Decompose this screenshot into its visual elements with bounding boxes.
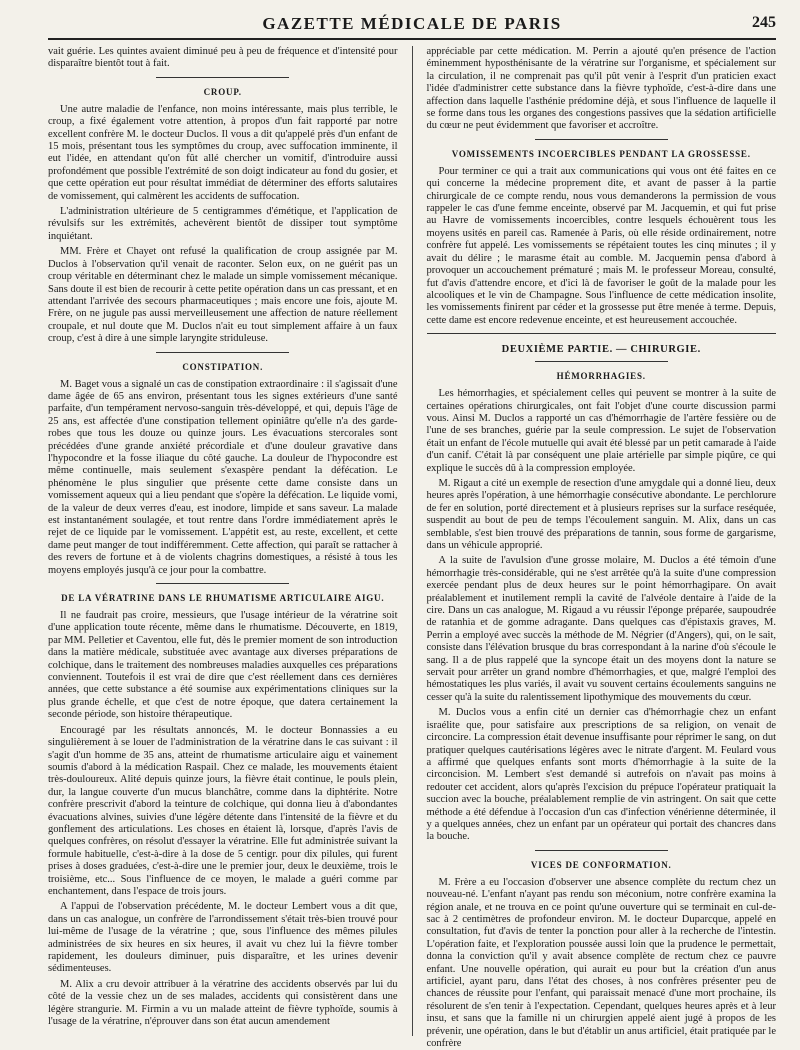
section-divider <box>156 352 289 353</box>
paragraph: Les hémorrhagies, et spécialement celles qui peuvent se montrer à la suite de certaines opérations chirurgicales, ont fait l'objet d'une courte discussion parmi vous. Ainsi M. Duclos a rapporté un cas d'hémorrhagie de l'artère fessière ou de l'une de ses branches, guérie par la seule compression. Le sujet de l'observation était un enfant de l'école mutuelle qui avait été blessé par un petit camarade à l'aide d'un canif. C'était là par conséquent une plaie artérielle par simple piqûre, ce qui explique le succès dû à la compression employée. <box>426 388 776 474</box>
paragraph: M. Baget vous a signalé un cas de constipation extraordinaire : il s'agissait d'une dame âgée de 65 ans environ, présentant tous les signes extérieurs d'une santé parfaite, d'un tempérament nervoso-sanguin très-développé, et qui, depuis l'âge de 25 ans, est affectée d'une constipation tellement opiniâtre qu'elle n'a des garde-robes que tous les douze ou quinze jours. Les évacuations stercorales sont précédées d'une grande anxiété précordiale et d'une douleur gravative dans l'hypocondre et la fosse iliaque du côté gauche. La douleur de l'hypocondre est même continuelle, mais seulement s'exaspère pendant la défécation. Le phénomène le plus singulier que présente cette dame consiste dans un vomissement aqueux qui a lieu pendant que s'opère la défécation. Le liquide vomi, de la valeur de deux verres d'eau, est inodore, limpide et sans saveur. La malade est instantanément soulagée, et tout rentre dans l'ordre immédiatement après le rejet de ce liquide par le vomissement. L'appétit est, au reste, excellent, et cette dame peut manger de tout indifféremment. Cette affection, qui paraît se rattacher à des revers de fortune et à de violents chagrins domestiques, a résisté à tous les moyens employés jusqu'à ce jour pour la combattre. <box>48 378 398 576</box>
page-header <box>48 14 776 40</box>
column-divider <box>412 46 413 1036</box>
left-column <box>48 46 398 1036</box>
paragraph: M. Rigaut a cité un exemple de resection d'une amygdale qui a donné lieu, deux heures après l'opération, à une hémorrhagie consécutive abondante. Le perchlorure de fer en solution, porté directement et à plusieurs reprises sur la surface reséquée, suspendit au bout de peu de temps l'écoulement sanguin. M. Alix, dans un cas semblable, s'est bien trouvé des préparations de tannin, sous forme de gargarisme, dans un véhicule approprié. <box>426 477 776 551</box>
right-column <box>426 46 777 1050</box>
paragraph: M. Duclos vous a enfin cité un dernier cas d'hémorrhagie chez un enfant israélite que, pour satisfaire aux prescriptions de sa religion, on venait de circoncire. La compression était devenue insuffisante pour réprimer le sang, on dut pratiquer quelques cautérisations légères avec le nitrate d'argent. M. Feulard vous a affirmé que quelques enfants sont morts d'hémorrhagie à la suite de la circoncision. M. Lembert s'est demandé si autrefois on n'avait pas moins à redouter cet accident, alors qu'après l'excision du prépuce l'opérateur pratiquait la succion avec la bouche, préalablement remplie de vin astringent. On sait que cette méthode a été défendue à l'occasion d'un cas d'infection vénérienne déterminée, il y a quelques années, chez un enfant par un opérateur qui portait des chancres dans la bouche. <box>426 707 776 843</box>
section-divider <box>156 583 289 584</box>
paragraph: M. Alix a cru devoir attribuer à la vératrine des accidents observés par lui du côté de la vessie chez un de ses malades, accidents qui consistèrent dans une légère strangurie. M. Firmin a vu un malade atteint de fièvre typhoïde, soumis à l'usage de la vératrine, n'éprouver dans son état aucun amendement <box>48 978 398 1028</box>
section-divider <box>535 361 668 362</box>
journal-title: GAZETTE MÉDICALE DE PARIS <box>262 14 562 33</box>
part-divider <box>427 333 777 334</box>
paragraph: Il ne faudrait pas croire, messieurs, que l'usage intérieur de la vératrine soit d'une application toute récente, même dans le rhumatisme. Découverte, en 1819, par MM. Pelletier et Caventou, elle fut, dès le premier moment de son introduction dans la matière médicale, substituée avec avantage aux diverses préparations de colchique, dans le traitement des nombreuses maladies auxquelles ces préparations conviennent. Toutefois il est vrai de dire que c'est réellement dans ces dernières années, que cette substance a été soumise aux expérimentations cliniques sur la plus grande échelle, et que c'est de notre époque, que datera certainement la seconde période, son histoire thérapeutique. <box>48 610 398 721</box>
continued-paragraph: appréciable par cette médication. M. Perrin a ajouté qu'en présence de l'action éminemment hyposthénisante de la vératrine sur l'organisme, et spécialement sur la circulation, il ne comprenait pas qu'il pût venir à l'esprit d'un praticien exact l'idée d'administrer cette substance dans la fièvre typhoïde, c'est-à-dire dans une affection dans laquelle l'asthénie prédomine déjà, et sous l'influence de laquelle il se forme dans tous les organes des congestions passives que la sédation artificielle du cœur ne peut évidemment que favoriser et accroître. <box>426 46 776 132</box>
section-title-hemorrhagies: HÉMORRHAGIES. <box>556 371 646 382</box>
section-divider <box>535 139 668 140</box>
section-title-constipation: CONSTIPATION. <box>182 361 264 372</box>
part-title-chirurgie: DEUXIÈME PARTIE. — CHIRURGIE. <box>501 344 701 356</box>
section-title-croup: CROUP. <box>203 86 242 97</box>
paragraph: Encouragé par les résultats annoncés, M. le docteur Bonnassies a eu singulièrement à se louer de l'administration de la vératrine dans le cas suivant : il s'agit d'un homme de 35 ans, atteint de rhumatisme articulaire aigu et vainement soumis d'abord à la médication Raspail. Chez ce malade, les mouvements étaient très-douloureux. Alité depuis quinze jours, la fièvre était continue, le pouls plein, dur, la langue couverte d'un mucus blanchâtre, comme dans la diphtérite. Notre confrère prescrivit d'abord la teinture de colchique, qui donna lieu à d'abondantes évacuations alvines, suivies d'une légère détente dans l'intensité de la fièvre et du gonflement des articulations. Les choses en étaient là, lorsque, d'après l'avis de quelques confrères, on résolut d'essayer la vératrine. Elle fut administrée suivant la formule habituelle, c'est-à-dire à la dose de 5 centigr. pour dix pilules, qui furent prises à doses graduées, c'est-à-dire une le premier jour, deux le deuxième, trois le troisième, etc... Sous l'influence de ce moyen, le malade a guéri comme par enchantement, dans l'espace de trois jours. <box>48 724 398 897</box>
paragraph: L'administration ultérieure de 5 centigrammes d'émétique, et l'application de révulsifs sur les extrémités, achevèrent bientôt de dissiper tout symptôme inquiétant. <box>48 206 398 242</box>
paragraph: Pour terminer ce qui a trait aux communications qui vous ont été faites en ce qui concerne la médecine proprement dite, et avant de passer à la partie chirurgicale de ce compte rendu, nous vous demanderons la permission de vous rappeler le cas d'une femme enceinte, observé par M. Jacquemin, et qui fut prise au Havre de vomissements incoercibles, contre lesquels échouèrent tous les moyens usités en pareil cas. Ramenée à Paris, où elle réside ordinairement, notre confrère fut appelé. Les vomissements se répétaient toutes les cinq minutes ; il y avait du délire ; le marasme était au comble. M. Jacquemin pensa d'abord à provoquer un accouchement prématuré ; mais M. le professeur Moreau, consulté, fut d'avis d'attendre encore, et d'ici là de favoriser le goût de la malade pour les alcooliques et le vin de Champagne. Sous l'influence de cette médication insolite, les vomissements finirent par céder et la grossesse put être menée à terme. Depuis, cette dame est encore redevenue enceinte, et est heureusement accouchée. <box>426 165 776 326</box>
page-number: 245 <box>752 14 776 31</box>
paragraph: M. Frère a eu l'occasion d'observer une absence complète du rectum chez un nouveau-né. L'enfant n'ayant pas rendu son méconium, notre confrère examina la région anale, et ne trouva en ce point qu'une ouverture qui se terminait en cul-de-sac à 2 centimètres de profondeur environ. M. le docteur Duparcque, appelé en consultation, fut d'avis de tenter la ponction pour aller à la recherche de l'intestin. L'opération faite, et l'exploration poussée aussi loin que la prudence le permettait, donna la conviction qu'il y avait absence complète de rectum chez ce pauvre enfant. Une nouvelle opération, qui aurait eu pour but la création d'un anus artificiel, ayant paru, dans l'état des choses, à nos confrères présenter peu de chances de réussite pour l'enfant, qui paraissait menacé d'une mort prochaine, ils résolurent de s'en tenir à l'expectation. Cependant, quelques heures après et à leur insu, et sans que la famille ni un chirurgien appelé aient jugé à propos de les prévenir, une opération, dans le but d'établir un anus artificiel, était pratiquée par le confrère <box>426 876 776 1050</box>
section-title-vices: VICES DE CONFORMATION. <box>530 859 672 870</box>
continued-paragraph: vait guérie. Les quintes avaient diminué peu à peu de fréquence et d'intensité pour disparaître bientôt tout à fait. <box>48 46 398 70</box>
article-columns <box>48 46 776 1050</box>
section-divider <box>156 77 289 78</box>
section-title-veratrine: DE LA VÉRATRINE DANS LE RHUMATISME ARTICULAIRE AIGU. <box>61 593 385 604</box>
paragraph: MM. Frère et Chayet ont refusé la qualification de croup assignée par M. Duclos à l'observation qu'il venait de raconter. Selon eux, on ne guérit pas un croup véritable en déterminant chez le malade un simple vomissement mécanique. Sans doute il est bien de recourir à cette petite opération dans un cas pressant, et en attendant l'arrivée des secours pharmaceutiques ; mais encore une fois, ajoute M. Frère, on ne jugule pas aussi merveilleusement une affection de nature réellement croupale, et nul doute que M. Duclos n'ait eu tout simplement affaire à un faux croup, c'est à dire à une simple laryngite striduleuse. <box>48 246 398 345</box>
paragraph: A l'appui de l'observation précédente, M. le docteur Lembert vous a dit que, dans un cas analogue, un confrère de l'arrondissement s'était très-bien trouvé pour lui-même de l'usage de la vératrine ; que, sous l'influence des mêmes pilules administrées de six heures en six heures, il avait vu chez lui la fièvre tomber rapidement, les douleurs diminuer, puis disparaître, et les urines devenir sédimenteuses. <box>48 901 398 975</box>
paragraph: Une autre maladie de l'enfance, non moins intéressante, mais plus terrible, le croup, a fixé également votre attention, à propos d'un fait rapporté par notre excellent confrère M. le docteur Duclos. Il vous a dit qu'appelé près d'un enfant de 15 mois, présentant tous les symptômes du croup, avec suffocation imminente, il eut l'idée, en attendant qu'on fût allé chercher un vomitif, d'introduire aussi profondément que possible l'extrémité de son doigt indicateur au fond du gosier, et que cette opération eut pour résultat immédiat de déterminer des efforts salutaires de vomissement, qui calmèrent les accidents de suffocation. <box>48 103 398 202</box>
section-divider <box>535 850 668 851</box>
section-title-vomissements: VOMISSEMENTS INCOERCIBLES PENDANT LA GROSSESSE. <box>451 148 751 159</box>
paragraph: A la suite de l'avulsion d'une grosse molaire, M. Duclos a été témoin d'une hémorrhagie très-considérable, qui ne s'est arrêtée qu'à la suite d'une compression exercée pendant plus de deux heures sur le point hémorrhagipare. On avait préalablement et inutilement rempli la cavité de l'alvéole dentaire à l'aide de la cire. Dans un cas analogue, M. Rigaud a vu réussir l'éponge préparée, saupoudrée de ratanhia et de gomme adragante. Dans quelques cas d'épistaxis graves, M. Perrin a employé avec succès la méthode de M. Négrier (d'Angers), qui, on le sait, consiste dans l'élévation brusque du bras correspondant à la narine d'où s'écoule le sang. Il a de plus rappelé que la syncope était un des moyens dont la nature se servait pour arrêter un grand nombre d'hémorrhagies, et que, malgré l'emploi des hémostatiques les plus variés, il avait vu souvent certains écoulements sanguins ne cesser qu'à la suite du ralentissement lipothymique des mouvements du cœur. <box>426 555 776 703</box>
